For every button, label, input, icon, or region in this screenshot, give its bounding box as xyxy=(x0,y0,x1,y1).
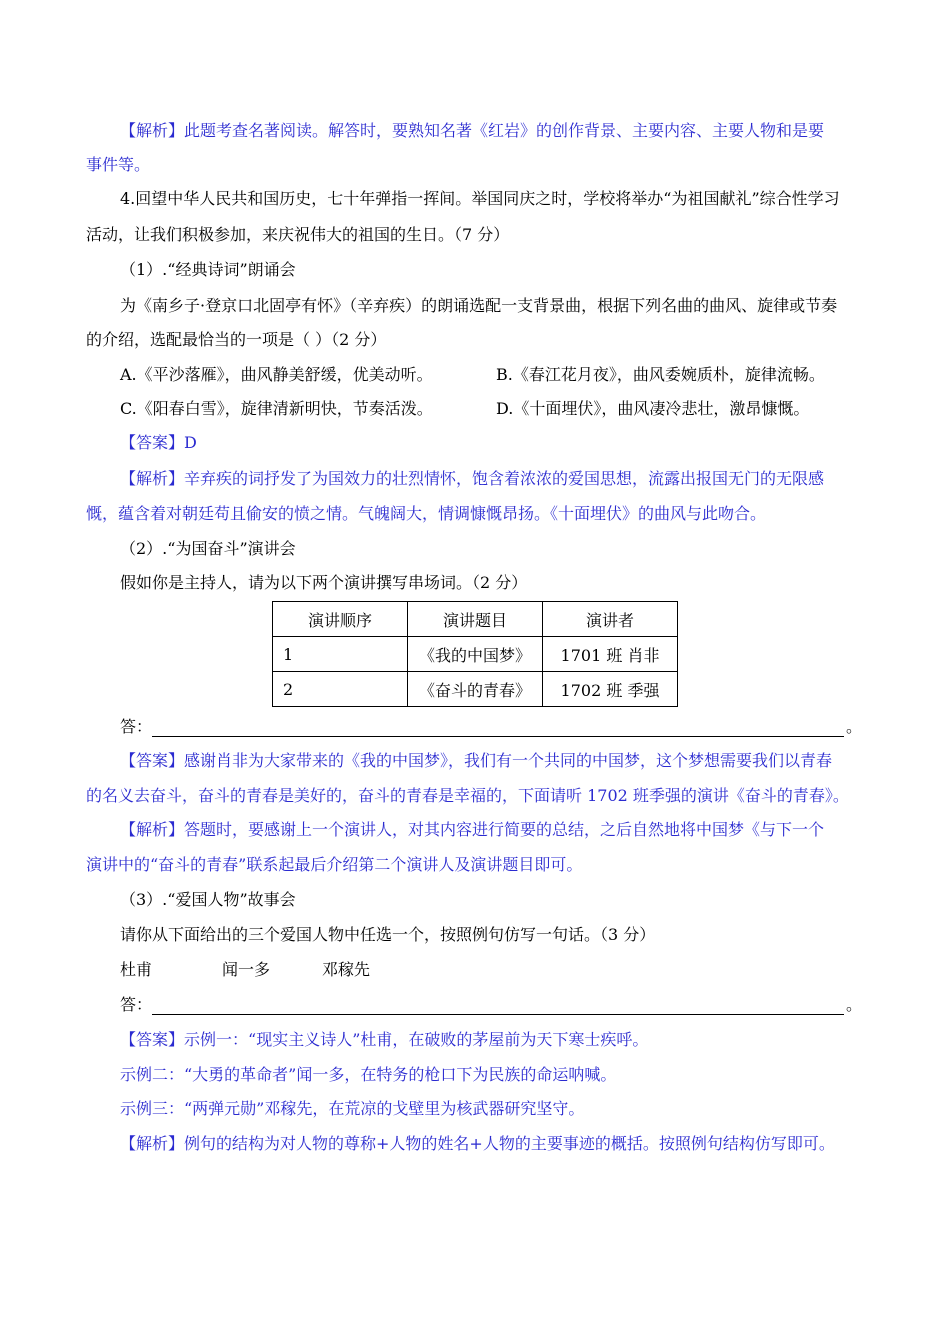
part3-answer-example2: 示例二：“大勇的革命者”闻一多，在特务的枪口下为民族的命运呐喊。 xyxy=(120,1065,617,1084)
answer-tag: 【答案】 xyxy=(120,433,185,452)
answer-tag: 【答案】 xyxy=(120,1030,185,1049)
answer-end-mark: 。 xyxy=(846,717,863,736)
q4-intro-line2: 活动，让我们积极参加，来庆祝伟大的祖国的生日。（7 分） xyxy=(86,225,510,244)
answer-blank-line[interactable] xyxy=(152,736,844,737)
table-header-cell: 演讲题目 xyxy=(408,602,543,637)
option-b: B.《春江花月夜》，曲风委婉质朴，旋律流畅。 xyxy=(496,365,825,384)
part1-analysis-line2: 慨，蕴含着对朝廷苟且偷安的愤之情。气魄阔大，情调慷慨昂扬。《十面埋伏》的曲风与此吻合。 xyxy=(86,504,767,523)
person-name: 邓稼先 xyxy=(322,960,371,979)
part1-answer: 【答案】D xyxy=(120,433,197,452)
part2-title: （2）.“为国奋斗”演讲会 xyxy=(120,539,296,558)
part2-answer-label: 答： xyxy=(120,717,153,736)
analysis-tag: 【解析】 xyxy=(120,121,185,140)
answer-end-mark: 。 xyxy=(846,995,863,1014)
option-d: D.《十面埋伏》，曲风凄冷悲壮，激昂慷慨。 xyxy=(496,399,810,418)
part3-analysis: 【解析】例句的结构为对人物的尊称+人物的姓名+人物的主要事迹的概括。按照例句结构仿写即可。 xyxy=(120,1134,835,1153)
part1-analysis-line1: 【解析】辛弃疾的词抒发了为国效力的壮烈情怀，饱含着浓浓的爱国思想，流露出报国无门的无限感 xyxy=(120,469,825,488)
part1-stem-line2: 的介绍，选配最恰当的一项是（ ）（2 分） xyxy=(86,330,387,349)
table-cell: 1 xyxy=(273,637,408,672)
analysis-tag: 【解析】 xyxy=(120,469,185,488)
part2-answer-line2: 的名义去奋斗，奋斗的青春是美好的，奋斗的青春是幸福的，下面请听 1702 班季强的演讲《奋斗的青春》。 xyxy=(86,786,849,805)
option-c: C.《阳春白雪》，旋律清新明快，节奏活泼。 xyxy=(120,399,433,418)
table-header-row xyxy=(273,602,678,637)
speech-table xyxy=(272,601,678,707)
answer-tag: 【答案】 xyxy=(120,751,185,770)
analysis-tag: 【解析】 xyxy=(120,820,185,839)
part2-analysis-line2: 演讲中的“奋斗的青春”联系起最后介绍第二个演讲人及演讲题目即可。 xyxy=(86,855,583,874)
q3-analysis-line2: 事件等。 xyxy=(86,155,151,174)
part1-title: （1）.“经典诗词”朗诵会 xyxy=(120,260,296,279)
table-cell: 2 xyxy=(273,672,408,707)
table-header-cell: 演讲者 xyxy=(543,602,678,637)
part3-answer-example1: 【答案】示例一：“现实主义诗人”杜甫，在破败的茅屋前为天下寒士疾呼。 xyxy=(120,1030,649,1049)
table-cell: 1702 班 季强 xyxy=(543,672,678,707)
q4-intro-line1: 4.回望中华人民共和国历史，七十年弹指一挥间。举国同庆之时，学校将举办“为祖国献礼”综合性学习 xyxy=(120,189,840,208)
table-row xyxy=(273,637,678,672)
part2-stem: 假如你是主持人，请为以下两个演讲撰写串场词。（2 分） xyxy=(120,573,528,592)
table-row xyxy=(273,672,678,707)
person-name: 杜甫 xyxy=(120,960,153,979)
part3-answer-example3: 示例三：“两弹元勋”邓稼先，在荒凉的戈壁里为核武器研究坚守。 xyxy=(120,1099,585,1118)
table-cell: 《奋斗的青春》 xyxy=(408,672,543,707)
table-cell: 1701 班 肖非 xyxy=(543,637,678,672)
part3-stem: 请你从下面给出的三个爱国人物中任选一个，按照例句仿写一句话。（3 分） xyxy=(120,925,656,944)
answer-blank-line[interactable] xyxy=(152,1014,844,1015)
table-header-cell: 演讲顺序 xyxy=(273,602,408,637)
part1-stem-line1: 为《南乡子·登京口北固亭有怀》（辛弃疾）的朗诵选配一支背景曲，根据下列名曲的曲风、旋律或节奏 xyxy=(120,296,838,315)
analysis-tag: 【解析】 xyxy=(120,1134,185,1153)
table-cell: 《我的中国梦》 xyxy=(408,637,543,672)
part2-analysis-line1: 【解析】答题时，要感谢上一个演讲人，对其内容进行简要的总结，之后自然地将中国梦《与下一个 xyxy=(120,820,825,839)
person-name: 闻一多 xyxy=(222,960,271,979)
part3-answer-label: 答： xyxy=(120,995,153,1014)
part2-answer-line1: 【答案】感谢肖非为大家带来的《我的中国梦》，我们有一个共同的中国梦，这个梦想需要我们以青春 xyxy=(120,751,833,770)
q3-analysis-line1: 【解析】此题考查名著阅读。解答时，要熟知名著《红岩》的创作背景、主要内容、主要人物和是要 xyxy=(120,121,825,140)
option-a: A.《平沙落雁》，曲风静美舒缓，优美动听。 xyxy=(120,365,433,384)
part3-title: （3）.“爱国人物”故事会 xyxy=(120,890,296,909)
